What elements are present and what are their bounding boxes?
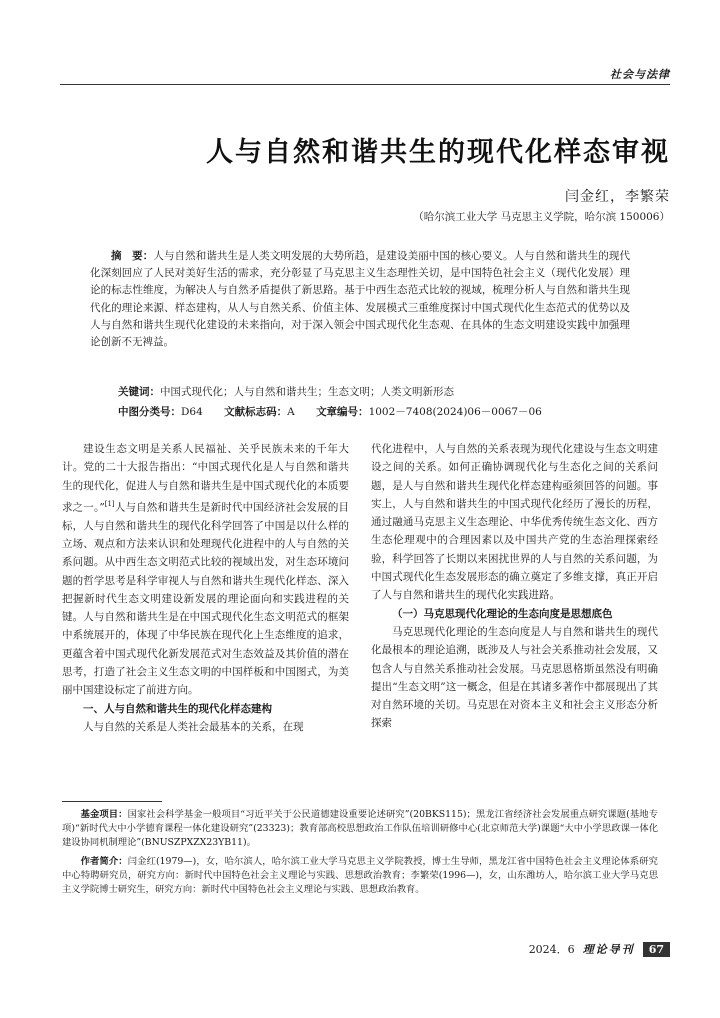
fund-label: 基金项目： bbox=[80, 809, 128, 820]
abstract-text: 人与自然和谐共生是人类文明发展的大势所趋，是建设美丽中国的核心要义。人与自然和谐共生的现代化深刻回应了人民对美好生活的需求，充分彰显了马克思主义生态理性关切，是中国特色社会主义（现代化发展）理论的标志性维度，为解决人与自然矛盾提供了新思路。基于中西生态范式比较的视域，梳理分析人与自然和谐共生现代化的理论来源、样态建构，从人与自然关系、价值主体、发展模式三重维度探讨中国式现代化生态范式的优势以及人与自然和谐共生现代化建设的未来指向，对于深入领会中国式现代化生态观、在具体的生态文明建设实践中加强理论创新不无裨益。 bbox=[90, 250, 630, 349]
keywords bbox=[118, 384, 454, 399]
keywords-label: 关键词： bbox=[118, 386, 160, 398]
paragraph-text: 人与自然和谐共生是新时代中国经济社会发展的目标，人与自然和谐共生的现代化科学回答了中国是以什么样的立场、观点和方法来认识和处理现代化进程中的人与自然的关系问题。从中西生态文明范式比较的视域出发，对生态环境问题的哲学思考是科学审视人与自然和谐共生现代化样态、深入把握新时代生态文明建设新发展的理论面向和实践进程的关键。人与自然和谐共生是在中国式现代化生态文明范式的框架中系统展开的，体现了中华民族在现代化上生态维度的追求，更蕴含着中国式现代化新发展范式对生态效益及其价值的潜在思考，打造了社会主义生态文明的中国样板和中国图式，为美丽中国建设标定了前进方向。 bbox=[62, 501, 350, 697]
affiliation: （哈尔滨工业大学 马克思主义学院，哈尔滨 150006） bbox=[413, 211, 670, 223]
footnote-rule bbox=[62, 801, 162, 802]
article-no-label: 文章编号： bbox=[316, 406, 369, 418]
issue-number: 2024．6 bbox=[528, 943, 575, 956]
citation-ref: [1] bbox=[104, 499, 115, 508]
section-tag: 社会与法律 bbox=[610, 68, 670, 81]
classification-line bbox=[118, 404, 560, 419]
paragraph: 马克思现代化理论的生态向度是人与自然和谐共生的现代化最根本的理论追溯，既涉及人与社会关系推动社会发展，又包含人与自然关系推动社会发展。马克思恩格斯虽然没有明确提出“生态文明”这一概念，但是在其诸多著作中都展现出了其对自然环境的关切。马克思在对资本主义和社会主义形态分析探索 bbox=[371, 625, 658, 730]
paragraph bbox=[62, 440, 349, 700]
keywords-text: 中国式现代化；人与自然和谐共生；生态文明；人类文明新形态 bbox=[160, 386, 454, 398]
section-heading: 一、人与自然和谐共生的现代化样态建构 bbox=[83, 702, 272, 715]
paragraph: 人与自然的关系是人类社会最基本的关系，在现 bbox=[83, 720, 304, 733]
paragraph-text: 建设生态文明是关系人民福祉、关乎民族未来的千年大计。党的二十大报告指出：“中国式现代化是人与自然和谐共生的现代化，促进人与自然和谐共生是中国式现代化的本质要求之一。” bbox=[62, 443, 349, 514]
paragraph: 代化进程中，人与自然的关系表现为现代化建设与生态文明建设之间的关系。如何正确协调现代化与生态化之间的关系问题，是人与自然和谐共生现代化样态建构亟须回答的问题。事实上，人与自然和谐共生的中国式现代化经历了漫长的历程，通过融通马克思主义生态理论、中华优秀传统生态文化、西方生态伦理观中的合理因素以及中国共产党的生态治理探索经验，科学回答了长期以来困扰世界的人与自然的关系问题，为中国式现代化生态发展形态的确立奠定了多维支撑，真正开启了人与自然和谐共生的现代化实践进路。 bbox=[371, 443, 658, 602]
abstract-label: 摘 要： bbox=[111, 250, 154, 262]
author-bio-label: 作者简介： bbox=[80, 856, 128, 867]
article-no-value: 1002－7408(2024)06－0067－06 bbox=[368, 406, 542, 418]
doc-code-value: A bbox=[287, 406, 295, 418]
header-rule bbox=[60, 84, 670, 85]
article-title: 人与自然和谐共生的现代化样态审视 bbox=[206, 137, 670, 168]
right-column bbox=[371, 440, 658, 733]
left-column bbox=[62, 440, 349, 736]
page-footer bbox=[529, 941, 670, 957]
subsection-heading: （一）马克思现代化理论的生态向度是思想底色 bbox=[392, 607, 613, 620]
clc-label: 中图分类号： bbox=[118, 406, 181, 418]
doc-code-label: 文献标志码： bbox=[224, 406, 288, 418]
journal-name: 理论导刊 bbox=[582, 943, 635, 956]
author-bio-text: 闫金红(1979—)，女，哈尔滨人，哈尔滨工业大学马克思主义学院教授，博士生导师，黑龙江省中国特色社会主义理论体系研究中心特聘研究员，研究方向：新时代中国特色社会主义理论与实践、思想政治教育；李繁荣(1996—)，女，山东潍坊人，哈尔滨工业大学马克思主义学院博士研究生，研究方向：新时代中国特色社会主义理论与实践、思想政治教育。 bbox=[62, 856, 658, 896]
fund-text: 国家社会科学基金一般项目“习近平关于公民道德建设重要论述研究”(20BKS115)；黑龙江省经济社会发展重点研究课题(基地专项)“新时代大中小学德育课程一体化建设研究”(23323)；教育部高校思想政治工作队伍培训研修中心(北京师范大学)课题“大中小学思政课一体化建设协同机制理论”(BNUSZPXZX23YB11)。 bbox=[62, 809, 658, 849]
abstract bbox=[90, 248, 630, 351]
page-number: 67 bbox=[643, 942, 670, 957]
footnote-fund bbox=[62, 808, 658, 851]
footnote-author bbox=[62, 855, 658, 898]
clc-value: D64 bbox=[181, 406, 203, 418]
authors: 闫金红，李繁荣 bbox=[565, 189, 670, 205]
